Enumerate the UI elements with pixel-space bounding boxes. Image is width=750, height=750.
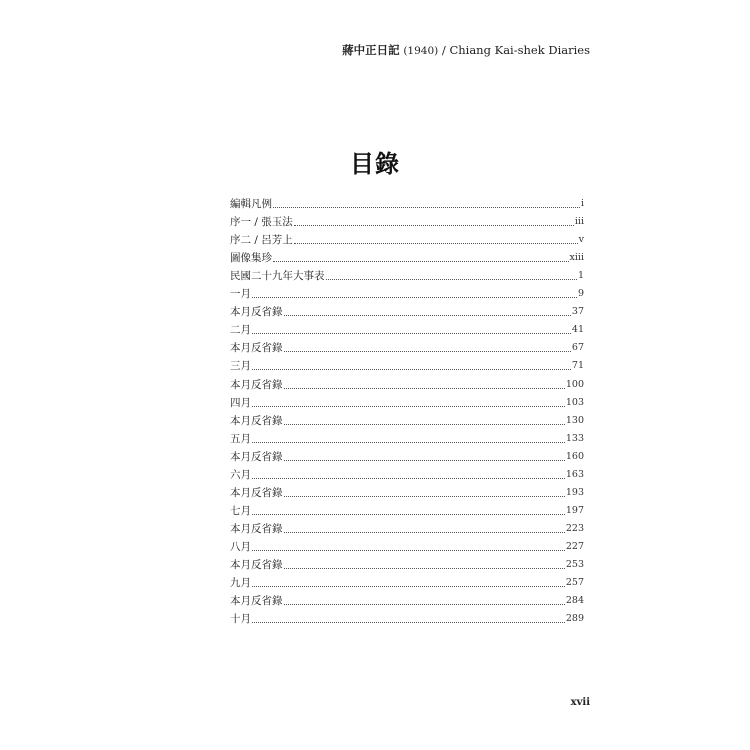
toc-entry-label: 序二 / 呂芳上 xyxy=(230,234,293,247)
toc-entry-page: 163 xyxy=(565,468,584,480)
toc-entry xyxy=(230,319,584,337)
toc-entry-page: 1 xyxy=(577,270,584,282)
toc-dot-leader xyxy=(284,496,565,497)
toc-entry-label: 本月反省錄 xyxy=(230,595,283,608)
toc-entry xyxy=(230,301,584,319)
toc-dot-leader xyxy=(252,442,565,443)
toc-entry xyxy=(230,392,584,410)
header-separator: / xyxy=(441,43,446,57)
toc-entry xyxy=(230,193,584,211)
toc-dot-leader xyxy=(252,369,571,370)
header-year: (1940) xyxy=(403,45,439,57)
toc-entry-page: 103 xyxy=(565,396,584,408)
toc-dot-leader xyxy=(284,532,565,533)
toc-entry-page: 284 xyxy=(565,595,584,607)
toc-entry xyxy=(230,211,584,229)
toc-entry xyxy=(230,373,584,391)
toc-entry xyxy=(230,554,584,572)
header-title-en: Chiang Kai-shek Diaries xyxy=(449,43,590,57)
toc-dot-leader xyxy=(252,514,565,515)
toc-dot-leader xyxy=(252,297,577,298)
toc-dot-leader xyxy=(284,604,565,605)
toc-entry-page: 100 xyxy=(565,378,584,390)
toc-entry xyxy=(230,265,584,283)
toc-entry xyxy=(230,283,584,301)
toc-dot-leader xyxy=(273,207,580,208)
toc-entry xyxy=(230,410,584,428)
toc-entry xyxy=(230,446,584,464)
toc-entry xyxy=(230,337,584,355)
toc-entry-label: 本月反省錄 xyxy=(230,378,283,391)
toc-entry xyxy=(230,247,584,265)
toc-dot-leader xyxy=(252,333,571,334)
toc-entry-page: 253 xyxy=(565,558,584,570)
toc-entry-page: 9 xyxy=(577,288,584,300)
toc-entry-label: 一月 xyxy=(230,288,251,301)
toc-entry-label: 六月 xyxy=(230,468,251,481)
page-number: xvii xyxy=(570,697,590,708)
toc-entry xyxy=(230,428,584,446)
toc-entry-page: 227 xyxy=(565,540,584,552)
header-title-cn: 蔣中正日記 xyxy=(342,43,400,57)
toc-entry-label: 十月 xyxy=(230,613,251,626)
toc-entry-label: 三月 xyxy=(230,360,251,373)
toc-entry-label: 圖像集珍 xyxy=(230,252,272,265)
running-header xyxy=(342,42,590,58)
toc-dot-leader xyxy=(252,478,565,479)
toc-dot-leader xyxy=(284,568,565,569)
toc-entry-page: v xyxy=(578,234,584,246)
toc-entry-label: 本月反省錄 xyxy=(230,414,283,427)
toc-entry-label: 民國二十九年大事表 xyxy=(230,270,325,283)
toc-entry-label: 編輯凡例 xyxy=(230,198,272,211)
toc-entry-page: xiii xyxy=(569,252,584,264)
toc-dot-leader xyxy=(284,351,571,352)
table-of-contents xyxy=(230,193,584,626)
toc-entry-page: i xyxy=(580,198,584,210)
toc-entry-page: 160 xyxy=(565,450,584,462)
toc-dot-leader xyxy=(294,225,574,226)
toc-dot-leader xyxy=(252,406,565,407)
toc-entry-page: 289 xyxy=(565,613,584,625)
toc-entry-page: 130 xyxy=(565,414,584,426)
toc-entry-label: 本月反省錄 xyxy=(230,342,283,355)
toc-entry xyxy=(230,355,584,373)
toc-entry-page: iii xyxy=(574,216,584,228)
toc-dot-leader xyxy=(294,243,578,244)
toc-entry xyxy=(230,608,584,626)
toc-entry-page: 41 xyxy=(571,324,584,336)
toc-entry-label: 序一 / 張玉法 xyxy=(230,216,293,229)
toc-entry xyxy=(230,229,584,247)
toc-entry xyxy=(230,500,584,518)
toc-entry-label: 本月反省錄 xyxy=(230,450,283,463)
toc-dot-leader xyxy=(252,550,565,551)
toc-entry-page: 197 xyxy=(565,504,584,516)
toc-entry-label: 本月反省錄 xyxy=(230,522,283,535)
toc-entry-page: 257 xyxy=(565,577,584,589)
toc-entry-page: 223 xyxy=(565,522,584,534)
toc-entry-label: 五月 xyxy=(230,432,251,445)
toc-entry-page: 67 xyxy=(571,342,584,354)
toc-entry xyxy=(230,464,584,482)
toc-dot-leader xyxy=(252,622,565,623)
toc-dot-leader xyxy=(284,460,565,461)
toc-dot-leader xyxy=(284,424,565,425)
toc-title: 目錄 xyxy=(350,149,400,178)
toc-entry-page: 37 xyxy=(571,306,584,318)
toc-entry-label: 本月反省錄 xyxy=(230,558,283,571)
toc-entry xyxy=(230,518,584,536)
toc-entry-page: 193 xyxy=(565,486,584,498)
toc-dot-leader xyxy=(273,261,569,262)
toc-entry-label: 八月 xyxy=(230,540,251,553)
toc-entry xyxy=(230,536,584,554)
toc-entry xyxy=(230,482,584,500)
toc-entry-label: 四月 xyxy=(230,396,251,409)
toc-dot-leader xyxy=(284,388,565,389)
toc-entry xyxy=(230,590,584,608)
toc-entry-label: 本月反省錄 xyxy=(230,486,283,499)
toc-entry-page: 71 xyxy=(571,360,584,372)
toc-entry-label: 七月 xyxy=(230,504,251,517)
toc-entry-label: 本月反省錄 xyxy=(230,306,283,319)
toc-dot-leader xyxy=(284,315,571,316)
toc-entry xyxy=(230,572,584,590)
toc-entry-label: 九月 xyxy=(230,577,251,590)
toc-dot-leader xyxy=(326,279,577,280)
toc-entry-label: 二月 xyxy=(230,324,251,337)
toc-dot-leader xyxy=(252,586,565,587)
toc-entry-page: 133 xyxy=(565,432,584,444)
